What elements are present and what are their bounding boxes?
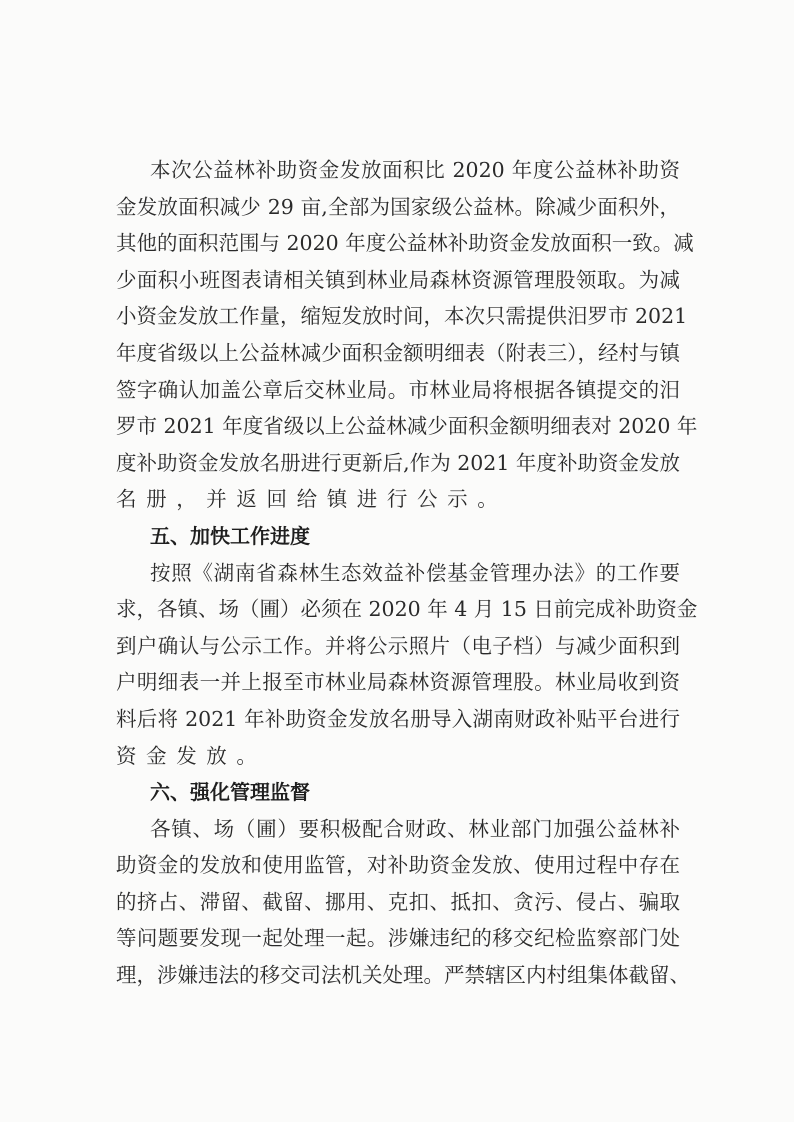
text-line: 小资金发放工作量，缩短发放时间，本次只需提供汨罗市 2021: [116, 304, 688, 329]
text-line: 求，各镇、场（圃）必须在 2020 年 4 月 15 日前完成补助资金: [116, 597, 698, 622]
text-line: 理，涉嫌违法的移交司法机关处理。严禁辖区内村组集体截留、: [116, 963, 690, 988]
text-line: 按照《湖南省森林生态效益补偿基金管理办法》的工作要: [150, 560, 680, 585]
text-line: 金发放面积减少 29 亩,全部为国家级公益林。除减少面积外，: [116, 194, 680, 219]
paragraph-work-progress: [116, 555, 698, 775]
text-line: 其他的面积范围与 2020 年度公益林补助资金发放面积一致。减: [116, 231, 694, 256]
text-line: 到户确认与公示工作。并将公示照片（电子档）与减少面积到: [116, 633, 680, 658]
text-line: 罗市 2021 年度省级以上公益林减少面积金额明细表对 2020 年: [116, 414, 698, 439]
text-line: 本次公益林补助资金发放面积比 2020 年度公益林补助资: [150, 158, 680, 182]
text-line: 资金发放。: [116, 743, 267, 768]
text-line: 的挤占、滞留、截留、挪用、克扣、抵扣、贪污、侵占、骗取: [116, 889, 680, 914]
text-line: 户明细表一并上报至市林业局森林资源管理股。林业局收到资: [116, 670, 680, 695]
text-line: 助资金的发放和使用监管，对补助资金发放、使用过程中存在: [116, 853, 680, 878]
document-page: [116, 152, 698, 994]
text-line: 少面积小班图表请相关镇到林业局森林资源管理股领取。为减: [116, 267, 680, 292]
text-line: 度补助资金发放名册进行更新后,作为 2021 年度补助资金发放: [116, 450, 680, 475]
text-line: 签字确认加盖公章后交林业局。市林业局将根据各镇提交的汨: [116, 377, 680, 402]
section-heading-5: 五、加快工作进度: [150, 523, 310, 548]
text-line: 年度省级以上公益林减少面积金额明细表（附表三），经村与镇: [116, 340, 680, 365]
section-heading-6: 六、强化管理监督: [150, 780, 310, 805]
paragraph-supervision: [116, 811, 690, 994]
text-line: 各镇、场（圃）要积极配合财政、林业部门加强公益林补: [150, 816, 680, 841]
paragraph-subsidy-area: [116, 152, 698, 518]
text-line: 等问题要发现一起处理一起。涉嫌违纪的移交纪检监察部门处: [116, 926, 680, 951]
text-line: 名册，并返回给镇进行公示。: [116, 487, 508, 512]
text-line: 料后将 2021 年补助资金发放名册导入湖南财政补贴平台进行: [116, 706, 680, 731]
